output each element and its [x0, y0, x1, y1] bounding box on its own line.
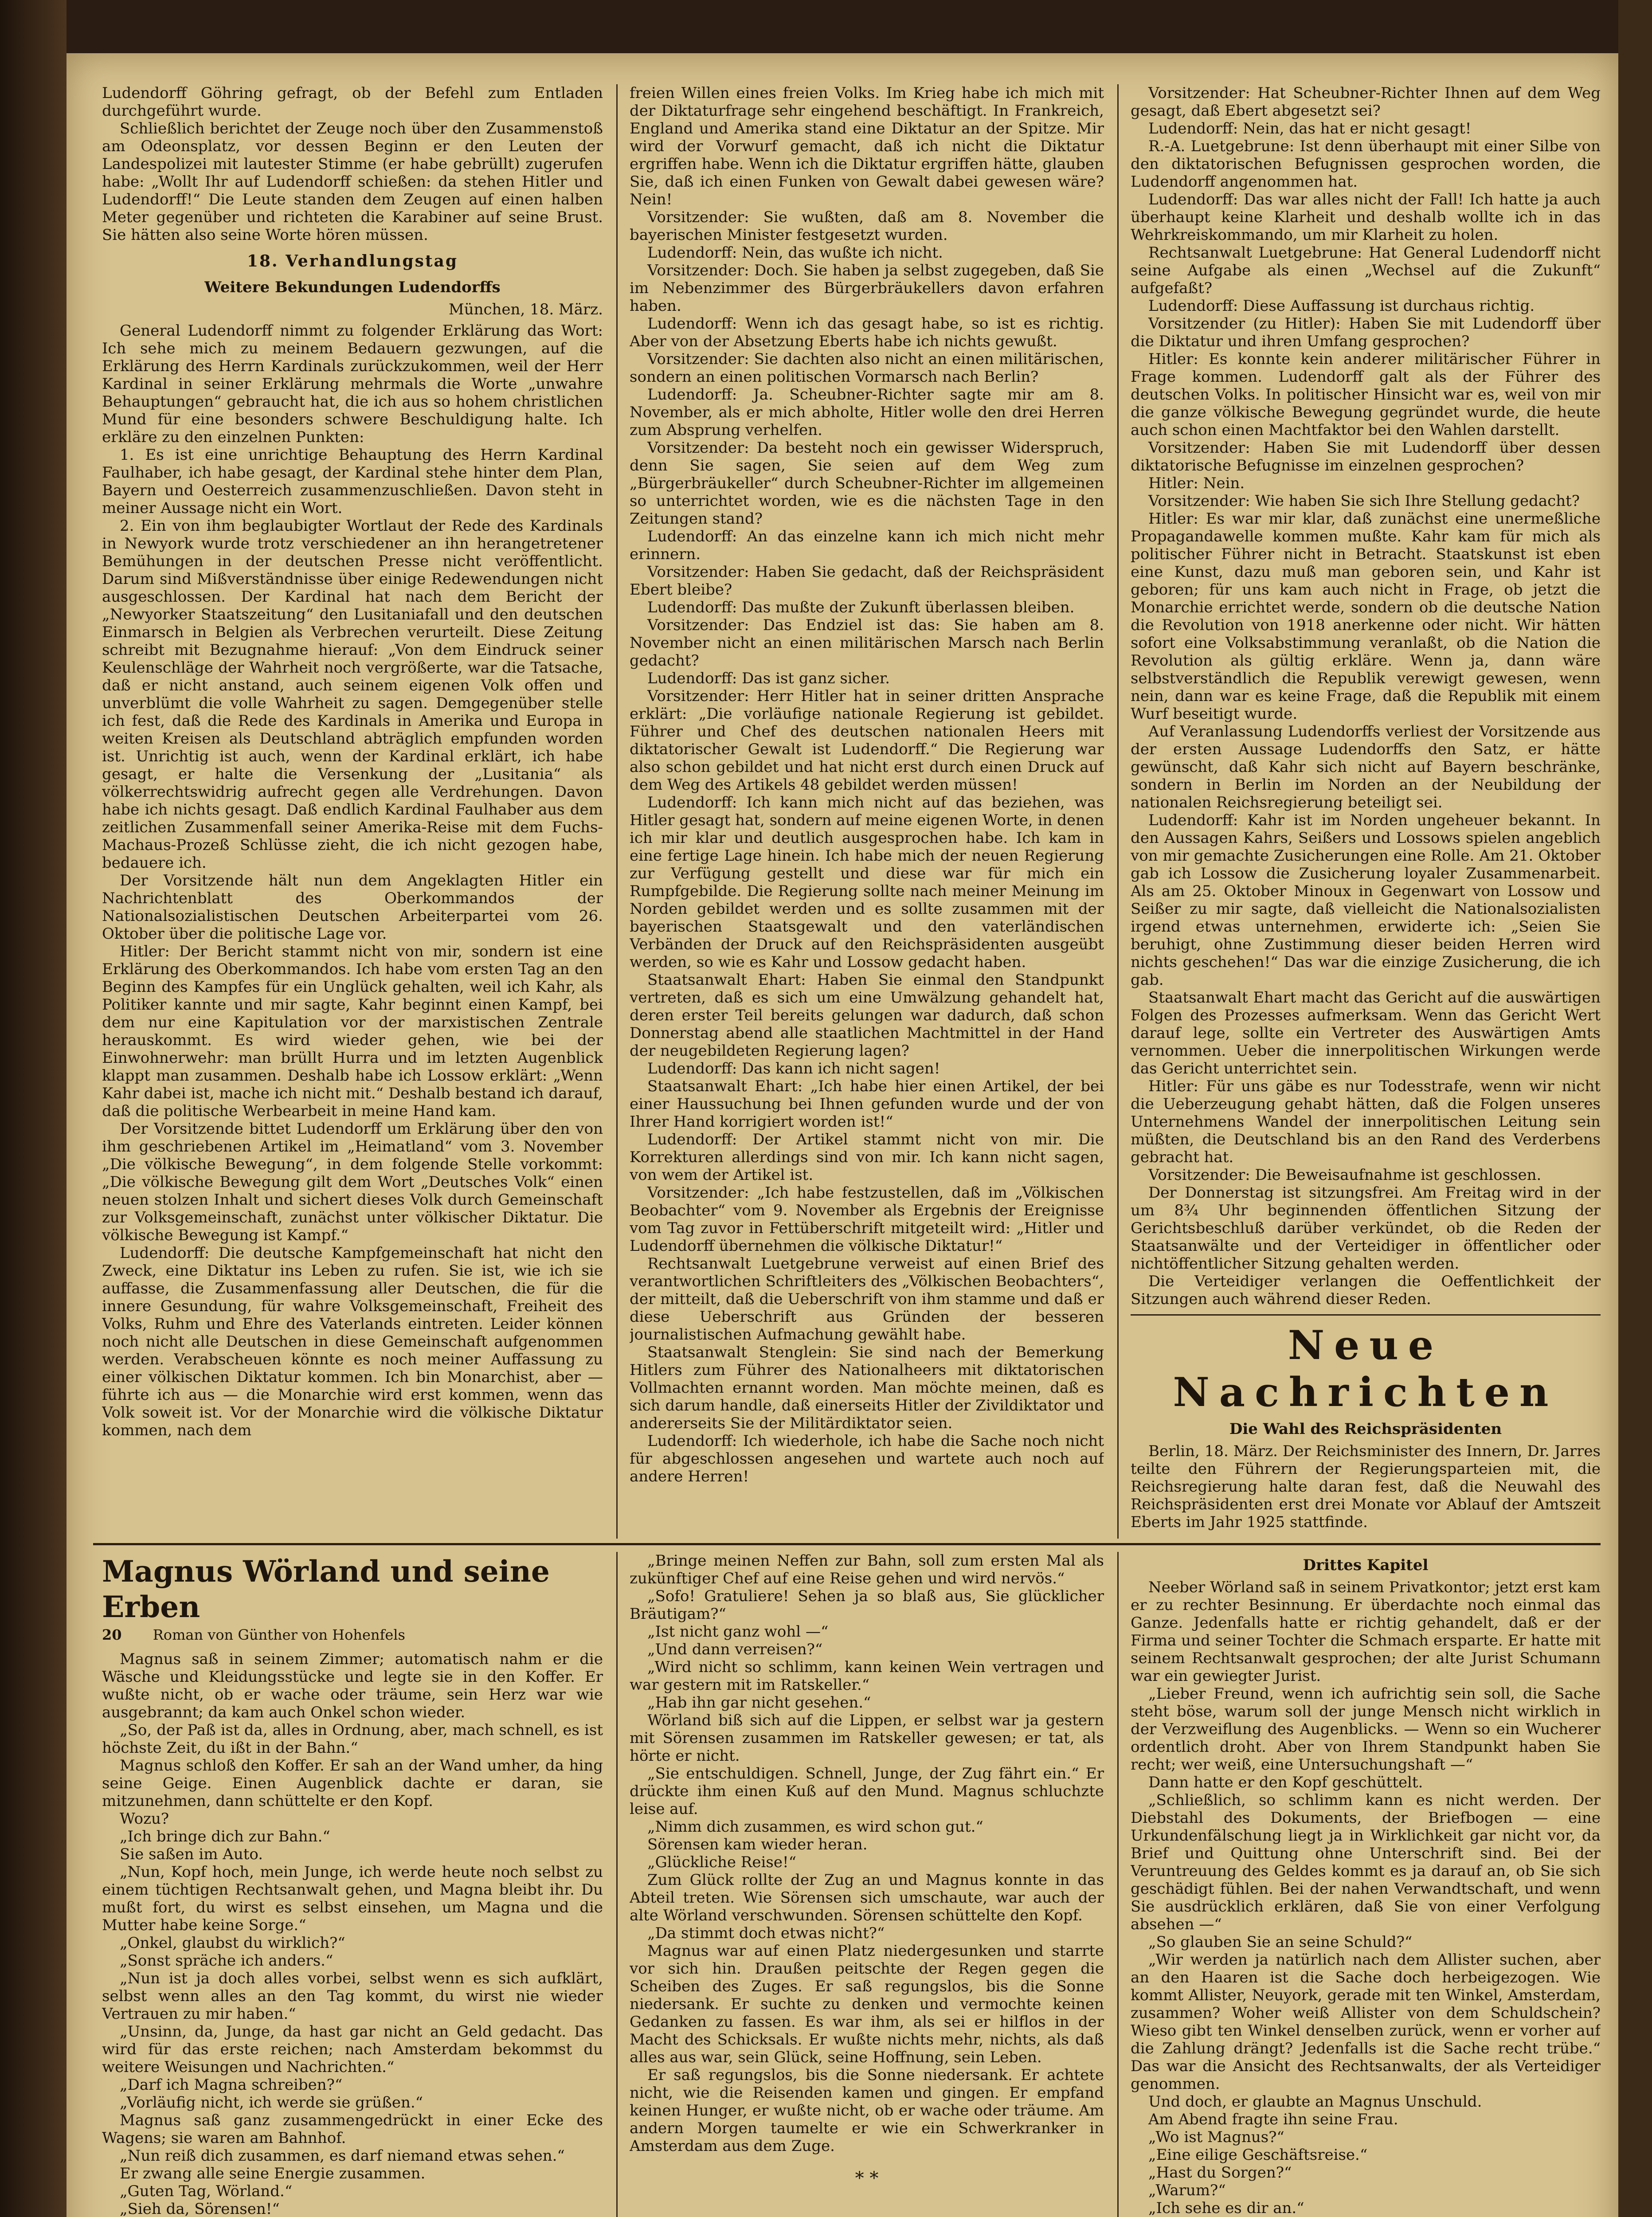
- paragraph: Am Abend fragte ihn seine Frau.: [1148, 2111, 1398, 2128]
- novel-author: Roman von Günther von Hohenfels: [153, 1626, 405, 1643]
- paragraph: Vorsitzender: Da besteht noch ein gewisser Widerspruch, denn Sie sagen, Sie seien auf dem Weg zum „Bürgerbräukeller“ durch Scheubner-Richter im allgemeinen so unterrichtet worden, wie es die nächsten Tage in den Zeitungen stand?: [630, 439, 1104, 528]
- paragraph: Vorsitzender (zu Hitler): Haben Sie mit Ludendorff über die Diktatur und ihren Umfang gesprochen?: [1131, 315, 1601, 350]
- paragraph: „Ich sehe es dir an.“: [1148, 2199, 1304, 2217]
- paragraph: Vorsitzender: Sie wußten, daß am 8. November die bayerischen Minister festgesetzt wurden.: [630, 208, 1104, 244]
- column-rule: [616, 84, 618, 1539]
- column-rule: [1117, 84, 1119, 1539]
- paragraph: „Nun, Kopf hoch, mein Junge, ich werde heute noch selbst zu einem tüchtigen Rechtsanwalt gehen, und Magna bleibt ihr. Du mußt fort, du wirst es selbst einsehen, um Magna und die Mutter habe keine Sorge.“: [102, 1863, 603, 1934]
- paragraph: „Sonst spräche ich anders.“: [120, 1952, 333, 1970]
- paragraph: Der Vorsitzende bittet Ludendorff um Erklärung über den von ihm geschriebenen Artikel im „Heimatland“ vom 3. November „Die völkische Bewegung“, in dem folgende Stelle vorkommt: „Die völkische Bewegung gilt dem Wort „Deutsches Volk“ einen neuen stolzen Inhalt und sichert dieses Volk durch Gemeinschaft zur Volksgemeinschaft, zunächst unter völkischer Diktatur. Die völkische Bewegung ist Kampf.“: [102, 1120, 603, 1244]
- paragraph: „Sieh da, Sörensen!“: [120, 2200, 280, 2217]
- paragraph: Wozu?: [120, 1810, 169, 1828]
- paragraph: „Vorläufig nicht, ich werde sie grüßen.“: [120, 2094, 423, 2111]
- paragraph: Vorsitzender: Herr Hitler hat in seiner dritten Ansprache erklärt: „Die vorläufige nationale Regierung ist gebildet. Führer und Chef des deutschen nationalen Heers mit diktatorischer Gewalt ist Ludendorff.“ Die Regierung war also schon gebildet und hat nicht erst durch einen Druck auf dem Weg des Artikels 48 gebildet werden müssen!: [630, 687, 1104, 794]
- paragraph: „Eine eilige Geschäftsreise.“: [1148, 2146, 1368, 2164]
- paragraph: Berlin, 18. März. Der Reichsminister des Innern, Dr. Jarres teilte den Führern der Regierungsparteien mit, die Reichsregierung halte daran fest, daß die Neuwahl des Reichspräsidenten erst drei Monate vor Ablauf der Amtszeit Eberts im Jahr 1925 stattfinde.: [1131, 1442, 1601, 1531]
- paragraph: Schließlich berichtet der Zeuge noch über den Zusammenstoß am Odeonsplatz, vor dessen Beginn er den Leuten der Landespolizei mit lautester Stimme (er habe gebrüllt) zugerufen habe: „Wollt Ihr auf Ludendorff schießen: da stehen Hitler und Ludendorff!“ Die Leute standen dem Zeugen auf einen halben Meter gegenüber und richteten die Karabiner auf seine Brust. Sie hätten also seine Worte hören müssen.: [102, 120, 603, 244]
- column-rule: [1117, 1552, 1119, 2217]
- paragraph: Sie saßen im Auto.: [120, 1845, 263, 1863]
- paragraph: Vorsitzender: Wie haben Sie sich Ihre Stellung gedacht?: [1148, 492, 1580, 510]
- paragraph: freien Willen eines freien Volks. Im Krieg habe ich mich mit der Diktaturfrage sehr eingehend beschäftigt. In Frankreich, England und Amerika stand eine Diktatur an der Spitze. Mir wird der Vorwurf gemacht, daß ich nicht die Diktatur ergriffen habe. Wenn ich die Diktatur ergriffen hätte, glauben Sie, daß ich einen Funken von Gewalt dabei gewesen wäre? Nein!: [630, 84, 1104, 208]
- paragraph: Und doch, er glaubte an Magnus Unschuld.: [1148, 2093, 1482, 2111]
- paragraph: Die Verteidiger verlangen die Oeffentlichkeit der Sitzungen auch während dieser Reden.: [1131, 1273, 1601, 1308]
- paragraph: Magnus schloß den Koffer. Er sah an der Wand umher, da hing seine Geige. Einen Augenblick dachte er daran, sie mitzunehmen, dann schüttelte er den Kopf.: [102, 1757, 603, 1810]
- paragraph: „Nun reiß dich zusammen, es darf niemand etwas sehen.“: [120, 2147, 565, 2165]
- paragraph: Ludendorff: Das mußte der Zukunft überlassen bleiben.: [647, 599, 1075, 616]
- neue-nachrichten-heading: Neue Nachrichten: [1173, 1322, 1558, 1416]
- paragraph: „Ist nicht ganz wohl —“: [647, 1623, 829, 1641]
- paragraph: Ludendorff: Kahr ist im Norden ungeheuer bekannt. In den Aussagen Kahrs, Seißers und Lossows spielen angeblich von mir gemachte Zusicherungen eine Rolle. Am 21. Oktober gab ich Lossow die Zusicherung loyaler Zusammenarbeit. Als am 25. Oktober Minoux in Gegenwart von Lossow und Seißer zu mir sagte, daß vielleicht die Nationalsozialisten irgend etwas unternehmen, erwiderte ich: „Seien Sie beruhigt, ohne Zustimmung dieser beiden Herren wird nichts geschehen!“ Das war die einzige Zusicherung, die ich gab.: [1131, 811, 1601, 989]
- paragraph: Ludendorff: Nein, das hat er nicht gesagt!: [1148, 120, 1472, 137]
- paragraph: „Sofo! Gratuliere! Sehen ja so blaß aus, Sie glücklicher Bräutigam?“: [630, 1587, 1104, 1623]
- paragraph: Hitler: Der Bericht stammt nicht von mir, sondern ist eine Erklärung des Oberkommandos. Ich habe vom ersten Tag an den Beginn des Kampfes für ein Unglück gehalten, weil ich Kahr, als Politiker kannte und mir sagte, Kahr beginnt einen Kampf, bei dem nur eine Kapitulation vor der marxistischen Zentrale herauskommt. Es wird wieder gehen, wie bei der Einwohnerwehr: man brüllt Hurra und im letzten Augenblick klappt man zusammen. Deshalb habe ich Lossow erklärt: „Wenn Kahr dabei ist, mache ich nicht mit.“ Deshalb bestand ich darauf, daß die politische Werbearbeit in meine Hand kam.: [102, 943, 603, 1120]
- paragraph: Ludendorff: An das einzelne kann ich mich nicht mehr erinnern.: [630, 528, 1104, 563]
- paragraph: Vorsitzender: Das Endziel ist das: Sie haben am 8. November nicht an einen militärischen Marsch nach Berlin gedacht?: [630, 616, 1104, 670]
- paragraph: Vorsitzender: Doch. Sie haben ja selbst zugegeben, daß Sie im Nebenzimmer des Bürgerbräukellers davon erfahren haben.: [630, 262, 1104, 315]
- paragraph: „Und dann verreisen?“: [647, 1641, 823, 1658]
- paragraph: Vorsitzender: „Ich habe festzustellen, daß im „Völkischen Beobachter“ vom 9. November als Ergebnis der Ereignisse vom Tag zuvor in Fettüberschrift mitgeteilt wird: „Hitler und Ludendorff übernehmen die völkische Diktatur!“: [630, 1184, 1104, 1255]
- paragraph: Ludendorff: Der Artikel stammt nicht von mir. Die Korrekturen allerdings sind von mir. Ich kann nicht sagen, von wem der Artikel ist.: [630, 1131, 1104, 1184]
- paragraph: Rechtsanwalt Luetgebrune verweist auf einen Brief des verantwortlichen Schriftleiters des „Völkischen Beobachters“, der mitteilt, daß die Ueberschrift von ihm stamme und daß er diese Ueberschrift aus Gründen der besseren journalistischen Aufmachung gewählt habe.: [630, 1255, 1104, 1344]
- column-rule: [616, 1552, 618, 2217]
- paragraph: Dann hatte er den Kopf geschüttelt.: [1148, 1774, 1423, 1791]
- paragraph: „Guten Tag, Wörland.“: [120, 2182, 293, 2200]
- paragraph: Ludendorff Göhring gefragt, ob der Befehl zum Entladen durchgeführt wurde.: [102, 84, 603, 120]
- section-divider: [93, 1543, 1601, 1545]
- paragraph: 1. Es ist eine unrichtige Behauptung des Herrn Kardinal Faulhaber, ich habe gesagt, der Kardinal stehe hinter dem Plan, Bayern und Oesterreich zusammenzuschließen. Davon steht in meiner Aussage nicht ein Wort.: [102, 446, 603, 517]
- novel-column-2: [630, 1552, 1104, 2217]
- section-title: Weitere Bekundungen Ludendorffs: [204, 278, 501, 296]
- paragraph: Staatsanwalt Ehart: Haben Sie einmal den Standpunkt vertreten, daß es sich um eine Umwälzung gehandelt hat, deren erster Teil bereits gelungen war dadurch, daß schon Donnerstag abend alle staatlichen Machtmittel in der Hand der neugebildeten Regierung lagen?: [630, 971, 1104, 1060]
- newspaper-page: [67, 53, 1618, 2217]
- novel-column-3: [1131, 1552, 1601, 2217]
- paragraph: Staatsanwalt Ehart: „Ich habe hier einen Artikel, der bei einer Haussuchung bei Ihnen gefunden wurde und der von Ihrer Hand korrigiert worden ist!“: [630, 1077, 1104, 1131]
- paragraph: Magnus saß ganz zusammengedrückt in einer Ecke des Wagens; sie waren am Bahnhof.: [102, 2111, 603, 2147]
- paragraph: Vorsitzender: Hat Scheubner-Richter Ihnen auf dem Weg gesagt, daß Ebert abgesetzt sei?: [1131, 84, 1601, 120]
- column-1: [102, 84, 603, 1534]
- wahl-heading: Die Wahl des Reichspräsidenten: [1229, 1420, 1502, 1438]
- paragraph: „Schließlich, so schlimm kann es nicht werden. Der Diebstahl des Dokuments, der Briefbogen — eine Urkundenfälschung liegt ja in Wirklichkeit gar nicht vor, da Brief und Quittung ohne Unterschrift sind. Bei der Veruntreuung des Geldes kommt es ja darauf an, ob Sie sich geschädigt fühlen. Bei der nahen Verwandtschaft, und wenn Sie ausdrücklich erklären, daß Sie von einer Verfolgung absehen —“: [1131, 1791, 1601, 1933]
- paragraph: Auf Veranlassung Ludendorffs verliest der Vorsitzende aus der ersten Aussage Ludendorffs den Satz, er hätte gewünscht, daß Kahr sich nicht auf Bayern beschränke, sondern in Berlin im Norden an der Neubildung der nationalen Reichsregierung beteiligt sei.: [1131, 723, 1601, 811]
- paragraph: Hitler: Nein.: [1148, 474, 1245, 492]
- paragraph: „Da stimmt doch etwas nicht?“: [647, 1924, 885, 1942]
- paragraph: Vorsitzender: Haben Sie mit Ludendorff über dessen diktatorische Befugnisse im einzelnen gesprochen?: [1131, 439, 1601, 474]
- session-heading: 18. Verhandlungstag: [247, 252, 458, 270]
- divider: [1131, 1314, 1601, 1316]
- separator-stars: * *: [855, 2168, 879, 2189]
- paragraph: „Hast du Sorgen?“: [1148, 2164, 1292, 2182]
- paragraph: „Sie entschuldigen. Schnell, Junge, der Zug fährt ein.“ Er drückte ihm einen Kuß auf den Mund. Magnus schluchzte leise auf.: [630, 1765, 1104, 1818]
- paragraph: Er saß regungslos, bis die Sonne niedersank. Er achtete nicht, wie die Reisenden kamen und gingen. Er empfand keinen Hunger, er wußte nicht, ob er wache oder träume. Am andern Morgen taumelte er wie ein Schwerkranker in Amsterdam aus dem Zuge.: [630, 2066, 1104, 2155]
- paragraph: Er zwang alle seine Energie zusammen.: [120, 2165, 426, 2182]
- paragraph: Ludendorff: Wenn ich das gesagt habe, so ist es richtig. Aber von der Absetzung Eberts habe ich nichts gewußt.: [630, 315, 1104, 350]
- paragraph: „Darf ich Magna schreiben?“: [120, 2076, 343, 2094]
- chapter-title: Drittes Kapitel: [1303, 1556, 1429, 1574]
- dateline: München, 18. März.: [448, 301, 603, 318]
- installment-number: 20: [102, 1626, 122, 1643]
- paragraph: Ludendorff: Das ist ganz sicher.: [647, 670, 890, 687]
- paragraph: Der Donnerstag ist sitzungsfrei. Am Freitag wird in der um 8¾ Uhr beginnenden öffentlichen Sitzung der Gerichtsbeschluß darüber verkündet, ob die Reden der Staatsanwälte und der Verteidiger in öffentlicher oder nichtöffentlicher Sitzung gehalten werden.: [1131, 1184, 1601, 1273]
- paragraph: 2. Ein von ihm beglaubigter Wortlaut der Rede des Kardinals in Newyork wurde trotz verschiedener an ihn herangetretener Bemühungen in der deutschen Presse nicht veröffentlicht. Darum sind Mißverständnisse über einige Redewendungen nicht ausgeschlossen. Der Kardinal hat nach dem Bericht der „Newyorker Staatszeitung“ den Lusitaniafall und den deutschen Einmarsch in Belgien als Verbrechen verurteilt. Diese Zeitung schreibt mit Bezugnahme hierauf: „Von dem Eindruck seiner Keulenschläge der Wahrheit noch vergrößerte, war die Tatsache, daß er nicht anstand, auch seinem eigenen Volk offen und unverblümt die volle Wahrheit zu sagen. Demgegenüber stelle ich fest, daß die Rede des Kardinals in Amerika und Europa in weiten Kreisen als Deutschland abträglich empfunden worden ist. Unrichtig ist auch, wenn der Kardinal erklärt, ich habe gesagt, er halte die Versenkung der „Lusitania“ als völkerrechtswidrig aufrecht gegen alle Verdrehungen. Davon habe ich nichts gesagt. Daß endlich Kardinal Faulhaber aus dem zeitlichen Zusammenfall seiner Amerika-Reise mit dem Fuchs-Machaus-Prozeß Schlüsse zieht, die ich nicht gezogen habe, bedauere ich.: [102, 517, 603, 872]
- paragraph: „Unsinn, da, Junge, da hast gar nicht an Geld gedacht. Das wird für das erste reichen; nach Amsterdam bekommst du weitere Weisungen und Nachrichten.“: [102, 2023, 603, 2076]
- paragraph: Hitler: Es war mir klar, daß zunächst eine unermeßliche Propagandawelle kommen mußte. Kahr kam für mich als politischer Führer nicht in Betracht. Staatskunst ist eben eine Kunst, dazu muß man geboren sein, und Kahr ist geboren; für uns kam auch nicht in Frage, ob jetzt die Monarchie errichtet werde, sondern ob die deutsche Nation die Revolution von 1918 anerkenne oder nicht. Wir hätten sofort eine Volksabstimmung veranlaßt, ob die Nation die Revolution als gültig erkläre. Wenn ja, dann wäre selbstverständlich die Republik verewigt gewesen, wenn nein, dann war es keine Frage, daß die Republik mit einem Wurf beseitigt wurde.: [1131, 510, 1601, 723]
- paragraph: Ludendorff: Nein, das wußte ich nicht.: [647, 244, 943, 262]
- paragraph: „Nun ist ja doch alles vorbei, selbst wenn es sich aufklärt, selbst wenn alles an den Tag kommt, du wirst nie wieder Vertrauen zu mir haben.“: [102, 1970, 603, 2023]
- paragraph: Sörensen kam wieder heran.: [647, 1836, 868, 1853]
- paragraph: Magnus saß in seinem Zimmer; automatisch nahm er die Wäsche und Kleidungsstücke und legte sie in den Koffer. Er wußte nicht, ob er wache oder träume, sein Herz war wie ausgebrannt; da kam auch Onkel schon wieder.: [102, 1650, 603, 1721]
- paragraph: Rechtsanwalt Luetgebrune: Hat General Ludendorff nicht seine Aufgabe als einen „Wechsel auf die Zukunft“ aufgefaßt?: [1131, 244, 1601, 297]
- paragraph: Ludendorff: Die deutsche Kampfgemeinschaft hat nicht den Zweck, eine Diktatur ins Leben zu rufen. Sie ist, wie ich sie auffasse, die Zusammenfassung aller Deutschen, die für die innere Gesundung, für wahre Volksgemeinschaft, Freiheit des Volks, Ruhm und Ehre des Vaterlands eintreten. Leider können noch nicht alle Deutschen in diese Gemeinschaft aufgenommen werden. Verabscheuen könnte es noch meiner Auffassung zu einer völkischen Diktatur kommen. Ich bin Monarchist, aber — führte ich aus — die Monarchie wird erst kommen, wenn das Volk soweit ist. Vor der Monarchie wird die völkische Diktatur kommen, nach dem: [102, 1244, 603, 1439]
- paragraph: General Ludendorff nimmt zu folgender Erklärung das Wort: Ich sehe mich zu meinem Bedauern gezwungen, auf die Erklärung des Herrn Kardinals zurückzukommen, weil der Herr Kardinal in seiner Erklärung mehrmals die Worte „unwahre Behauptungen“ gebraucht hat, die ich aus so hohem christlichen Mund für eine besonders schwere Beschuldigung halte. Ich erkläre zu den einzelnen Punkten:: [102, 322, 603, 446]
- paragraph: „Wo ist Magnus?“: [1148, 2128, 1284, 2146]
- paragraph: Ludendorff: Diese Auffassung ist durchaus richtig.: [1148, 297, 1535, 315]
- paragraph: Ludendorff: Ich kann mich nicht auf das beziehen, was Hitler gesagt hat, sondern auf meine eigenen Worte, in denen ich mir klar und deutlich ausgesprochen habe. Ich kam in eine fertige Lage hinein. Ich habe mich der neuen Regierung zur Verfügung gestellt und diese war für mich ein Rumpfgebilde. Die Regierung sollte nach meiner Meinung im Norden gebildet werden und es sollte zusammen mit der bayerischen Staatsgewalt und den vaterländischen Verbänden der Druck auf den Reichspräsidenten ausgeübt werden, so wie es Kahr und Lossow gedacht haben.: [630, 794, 1104, 971]
- paragraph: „Wird nicht so schlimm, kann keinen Wein vertragen und war gestern mit im Ratskeller.“: [630, 1658, 1104, 1694]
- paragraph: „Onkel, glaubst du wirklich?“: [120, 1934, 345, 1952]
- page-edge: [1618, 0, 1652, 2217]
- paragraph: Der Vorsitzende hält nun dem Angeklagten Hitler ein Nachrichtenblatt des Oberkommandos der Nationalsozialistischen Deutschen Arbeiterpartei vom 26. Oktober über die politische Lage vor.: [102, 872, 603, 943]
- paragraph: Ludendorff: Das war alles nicht der Fall! Ich hatte ja auch überhaupt keine Klarheit und deshalb wollte ich in das Wehrkreiskommando, um mir Klarheit zu holen.: [1131, 191, 1601, 244]
- paragraph: Neeber Wörland saß in seinem Privatkontor; jetzt erst kam er zu rechter Besinnung. Er überdachte noch einmal das Ganze. Jedenfalls hatte er richtig gehandelt, daß er der Firma und seiner Tochter die Schmach ersparte. Er hatte mit seinem Rechtsanwalt gesprochen; der alte Jurist Schumann war ein gewiegter Jurist.: [1131, 1579, 1601, 1685]
- paragraph: Wörland biß sich auf die Lippen, er selbst war ja gestern mit Sörensen zusammen im Ratskeller gewesen; er tat, als hörte er nicht.: [630, 1712, 1104, 1765]
- paragraph: Hitler: Es konnte kein anderer militärischer Führer in Frage kommen. Ludendorff galt als der Führer des deutschen Volks. In politischer Hinsicht war es, weil von mir die ganze völkische Bewegung gegründet wurde, die heute auch schon einen Machtfaktor bei den Wahlen darstellt.: [1131, 350, 1601, 439]
- paragraph: Zum Glück rollte der Zug an und Magnus konnte in das Abteil treten. Wie Sörensen sich umschaute, war auch der alte Wörland verschwunden. Sörensen schüttelte den Kopf.: [630, 1871, 1104, 1924]
- paragraph: Vorsitzender: Die Beweisaufnahme ist geschlossen.: [1148, 1166, 1542, 1184]
- novel-title: Magnus Wörland und seine Erben: [102, 1554, 550, 1624]
- paragraph: Ludendorff: Das kann ich nicht sagen!: [647, 1060, 940, 1077]
- paragraph: „So glauben Sie an seine Schuld?“: [1148, 1933, 1413, 1951]
- paragraph: Magnus war auf einen Platz niedergesunken und starrte vor sich hin. Draußen peitschte der Regen gegen die Scheiben des Zuges. Er saß regungslos, bis die Sonne niedersank. Er suchte zu denken und vermochte keinen Gedanken zu fassen. Es war ihm, als sei er hilflos in der Macht des Schicksals. Er wußte nichts mehr, nichts, als daß alles aus war, sein Glück, seine Hoffnung, sein Leben.: [630, 1942, 1104, 2066]
- paragraph: Ludendorff: Ich wiederhole, ich habe die Sache noch nicht für abgeschlossen angesehen und wartete auch noch auf andere Herren!: [630, 1432, 1104, 1485]
- paragraph: Ludendorff: Ja. Scheubner-Richter sagte mir am 8. November, als er mich abholte, Hitler wolle den drei Herren zum Absprung verhelfen.: [630, 386, 1104, 439]
- paragraph: „Ich bringe dich zur Bahn.“: [120, 1828, 330, 1845]
- paragraph: Staatsanwalt Stenglein: Sie sind nach der Bemerkung Hitlers zum Führer des Nationalheers mit diktatorischen Vollmachten ernannt worden. Man möchte meinen, daß es sich darum handle, daß einerseits Hitler der Zivildiktator und andererseits Sie der Militärdiktator seien.: [630, 1344, 1104, 1432]
- paragraph: „So, der Paß ist da, alles in Ordnung, aber, mach schnell, es ist höchste Zeit, du ißt in der Bahn.“: [102, 1721, 603, 1757]
- paragraph: „Nimm dich zusammen, es wird schon gut.“: [647, 1818, 983, 1836]
- novel-column-1: [102, 1552, 603, 2217]
- paragraph: „Wir werden ja natürlich nach dem Allister suchen, aber an den Haaren ist die Sache doch herbeigezogen. Wie kommt Allister, Neuyork, gerade mit ten Winkel, Amsterdam, zusammen? Woher weiß Allister von dem Schuldschein? Wieso gibt ten Winkel denselben zurück, wenn er vorher auf die Zahlung drängt? Jedenfalls ist die Sache recht trübe.“ Das war die Ansicht des Rechtsanwalts, der als Verteidiger genommen.: [1131, 1951, 1601, 2093]
- paragraph: Vorsitzender: Sie dachten also nicht an einen militärischen, sondern an einen politischen Vormarsch nach Berlin?: [630, 350, 1104, 386]
- paragraph: „Bringe meinen Neffen zur Bahn, soll zum ersten Mal als zukünftiger Chef auf eine Reise gehen und wird nervös.“: [630, 1552, 1104, 1587]
- paragraph: „Hab ihn gar nicht gesehen.“: [647, 1694, 871, 1712]
- column-2: [630, 84, 1104, 1534]
- paragraph: „Lieber Freund, wenn ich aufrichtig sein soll, die Sache steht böse, warum soll der junge Mensch nicht wirklich in der Verzweiflung des Augenblicks. — Wenn so ein Wucherer ordentlich droht. Aber von Ihrem Standpunkt haben Sie recht; wer weiß, eine Untersuchungshaft —“: [1131, 1685, 1601, 1774]
- book-gutter: [0, 0, 67, 2217]
- paragraph: R.-A. Luetgebrune: Ist denn überhaupt mit einer Silbe von den diktatorischen Befugnissen gesprochen worden, die Ludendorff angenommen hat.: [1131, 137, 1601, 191]
- paragraph: Staatsanwalt Ehart macht das Gericht auf die auswärtigen Folgen des Prozesses aufmerksam. Wenn das Gericht Wert darauf lege, sollte ein Vertreter des Auswärtigen Amts vernommen. Ueber die innerpolitischen Wirkungen werde das Gericht unterrichtet sein.: [1131, 989, 1601, 1077]
- paragraph: „Warum?“: [1148, 2182, 1226, 2199]
- novel-subtitle-line: [102, 1626, 603, 1643]
- column-3: [1131, 84, 1601, 1534]
- paragraph: Vorsitzender: Haben Sie gedacht, daß der Reichspräsident Ebert bleibe?: [630, 563, 1104, 599]
- paragraph: Hitler: Für uns gäbe es nur Todesstrafe, wenn wir nicht die Ueberzeugung gehabt hätten, daß die Folgen unseres Unternehmens Wandel der innerpolitischen Leitung sein müßten, die Deutschland bis an den Rand des Verderbens gebracht hat.: [1131, 1077, 1601, 1166]
- paragraph: „Glückliche Reise!“: [647, 1853, 797, 1871]
